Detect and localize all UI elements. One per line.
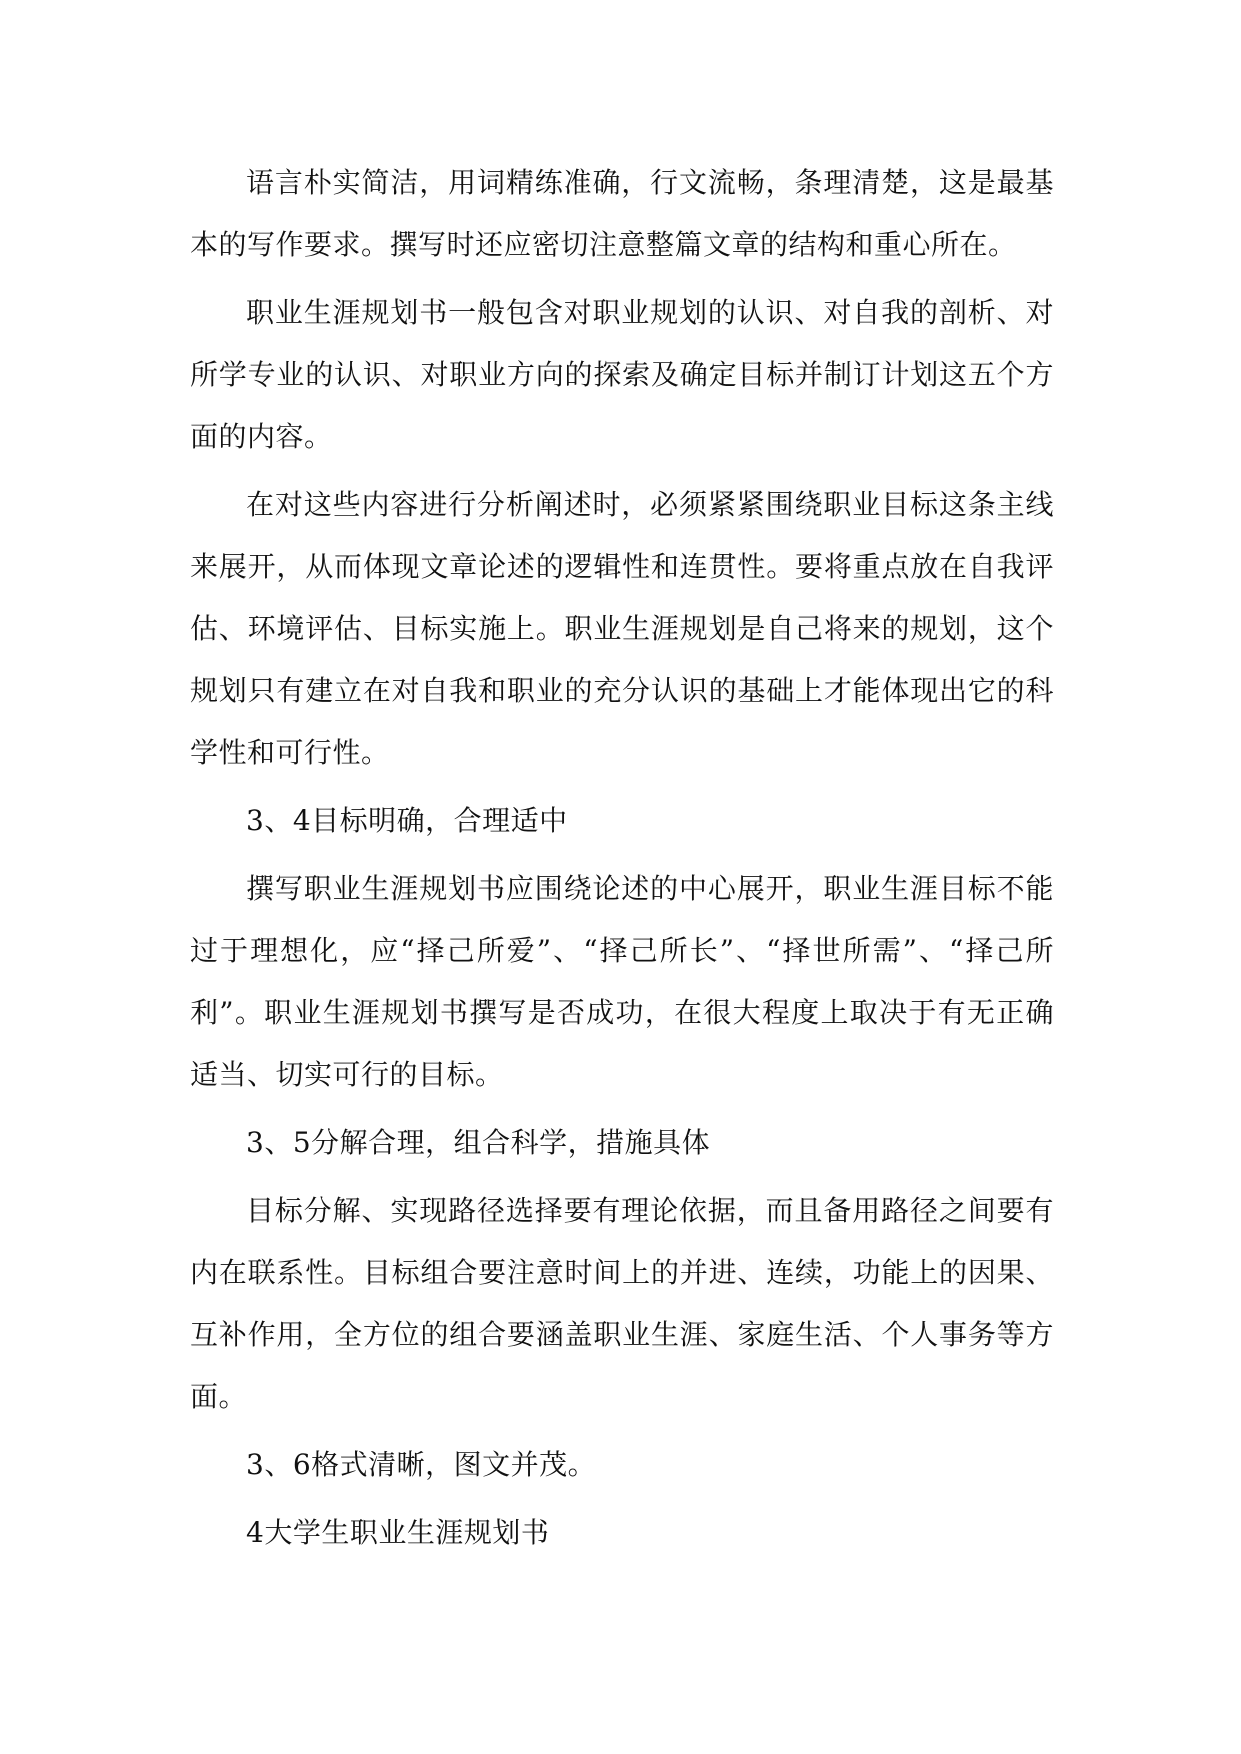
paragraph-goals: 撰写职业生涯规划书应围绕论述的中心展开，职业生涯目标不能过于理想化，应“择己所爱”、“择己所长”、“择世所需”、“择己所利”。职业生涯规划书撰写是否成功，在很大程度上取决于有无正确适当、切实可行的目标。 xyxy=(190,872,1054,1091)
paragraph-decomposition: 目标分解、实现路径选择要有理论依据，而且备用路径之间要有内在联系性。目标组合要注意时间上的并进、连续，功能上的因果、互补作用，全方位的组合要涵盖职业生涯、家庭生活、个人事务等方面。 xyxy=(190,1194,1054,1413)
section-heading-3-4: 3、4目标明确，合理适中 xyxy=(246,804,568,837)
section-heading-3-6: 3、6格式清晰，图文并茂。 xyxy=(246,1448,597,1481)
section-heading-4: 4大学生职业生涯规划书 xyxy=(246,1516,550,1549)
paragraph-writing-requirements: 语言朴实简洁，用词精练准确，行文流畅，条理清楚，这是最基本的写作要求。撰写时还应密切注意整篇文章的结构和重心所在。 xyxy=(190,166,1054,261)
section-heading-3-5: 3、5分解合理，组合科学，措施具体 xyxy=(246,1126,711,1159)
paragraph-plan-contents: 职业生涯规划书一般包含对职业规划的认识、对自我的剖析、对所学专业的认识、对职业方向的探索及确定目标并制订计划这五个方面的内容。 xyxy=(190,296,1054,453)
paragraph-analysis: 在对这些内容进行分析阐述时，必须紧紧围绕职业目标这条主线来展开，从而体现文章论述的逻辑性和连贯性。要将重点放在自我评估、环境评估、目标实施上。职业生涯规划是自己将来的规划，这个规划只有建立在对自我和职业的充分认识的基础上才能体现出它的科学性和可行性。 xyxy=(190,488,1054,769)
document-body xyxy=(190,152,1054,1564)
